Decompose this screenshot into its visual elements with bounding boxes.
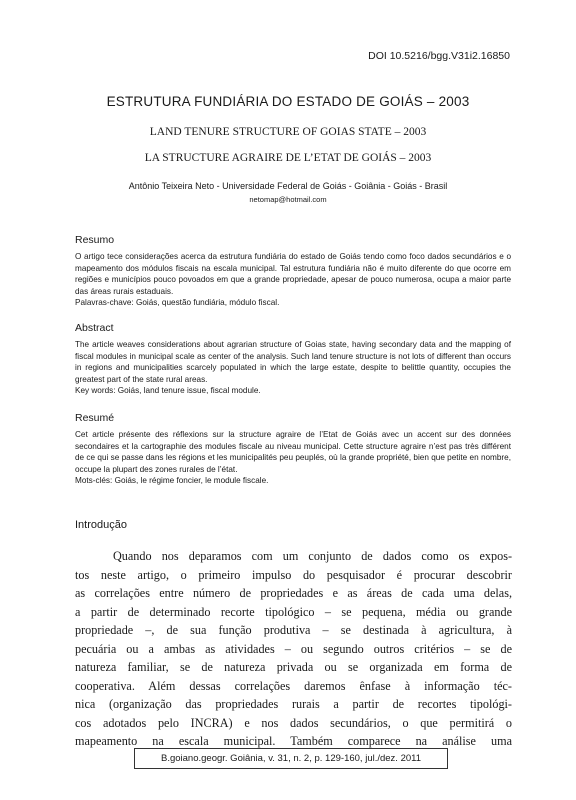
body-line: tos neste artigo, o primeiro impulso do pesquisador é procurar descobrir [75, 567, 512, 582]
body-line: pecuária ou a ambas as atividades – ou segundo outros critérios – se de [75, 641, 512, 656]
journal-footer: B.goiano.geogr. Goiânia, v. 31, n. 2, p. 129-160, jul./dez. 2011 [134, 748, 448, 769]
body-line: Quando nos deparamos com um conjunto de dados como os expos- [113, 549, 512, 563]
english-title: LAND TENURE STRUCTURE OF GOIAS STATE – 2003 [149, 126, 427, 138]
doi: DOI 10.5216/bgg.V31i2.16850 [368, 50, 510, 62]
article-title: ESTRUTURA FUNDIÁRIA DO ESTADO DE GOIÁS – 2003 [106, 94, 470, 109]
body-line: propriedade –, de sua função produtiva – se destinada à agricultura, à [75, 623, 512, 638]
resumo-heading: Resumo [75, 234, 115, 246]
introduction-heading: Introdução [75, 519, 127, 531]
abstract-heading: Abstract [75, 322, 114, 334]
body-line: natureza familiar, se de natureza privada ou se organizada em forma de [75, 660, 512, 675]
resumo-keywords: Palavras-chave: Goiás, questão fundiária, módulo fiscal. [75, 298, 280, 308]
abstract-text: The article weaves considerations about agrarian structure of Goias state, having secondary data and the mapping of fiscal modules in municipal scale as center of the analysis. Such land tenure structure is not lots of different than occurs in regions and municipalities scarcely populated in which the large estate, despite to belittle quantity, occupies the greatest part of the state rural areas. [75, 340, 511, 384]
resume-heading: Resumé [75, 412, 115, 424]
body-line: as correlações entre número de propriedades e as áreas de cada uma delas, [75, 586, 512, 601]
body-line: cooperativa. Além dessas correlações daremos ênfase à informação téc- [75, 678, 512, 693]
abstract-keywords: Key words: Goiás, land tenure issue, fiscal module. [75, 386, 261, 396]
resume-section [75, 412, 511, 487]
body-line: cos adotados pelo INCRA) e nos dados secundários, o que permitirá o [75, 715, 512, 730]
abstract-section [75, 322, 511, 397]
body-line: mapeamento na escala municipal. Também comparece na análise uma [75, 734, 512, 749]
french-title: LA STRUCTURE AGRAIRE DE L’ETAT DE GOIÁS – 2003 [144, 152, 432, 164]
resume-keywords: Mots-clés: Goiás, le régime foncier, le module fiscale. [75, 476, 269, 486]
author-email[interactable]: netomap@hotmail.com [249, 195, 327, 204]
resumo-section [75, 234, 511, 309]
introduction-body [75, 547, 512, 751]
resumo-text: O artigo tece considerações acerca da estrutura fundiária do estado de Goiás tendo como foco dados secundários e o mapeamento dos módulos fiscais na escala municipal. Tal estrutura fundiária não é muito diferente do que ocorre em regiões e municípios pouco povoados em que a grande propriedade, apesar de pouco numerosa, ocupa a maior parte das áreas rurais estaduais. [75, 252, 511, 296]
resume-text: Cet article présente des réflexions sur la structure agraire de l’Etat de Goiás avec un accent sur des données secondaires et la cartographie des modules fiscale au niveau municipal. Cette structure agraire n’est pas très différent de ce qui se passe dans les régions et les municipalités peu peuplés, où la grande propriété, bien que petite en nombre, occupe la plupart des zones rurales de l’état. [75, 430, 511, 474]
body-line: nica (organização das propriedades rurais a partir de recortes tipológi- [75, 697, 512, 712]
body-line: a partir de determinado recorte tipológico – se pequena, média ou grande [75, 604, 512, 619]
author-affiliation: Antônio Teixeira Neto - Universidade Federal de Goiás - Goiânia - Goiás - Brasil [128, 181, 448, 191]
